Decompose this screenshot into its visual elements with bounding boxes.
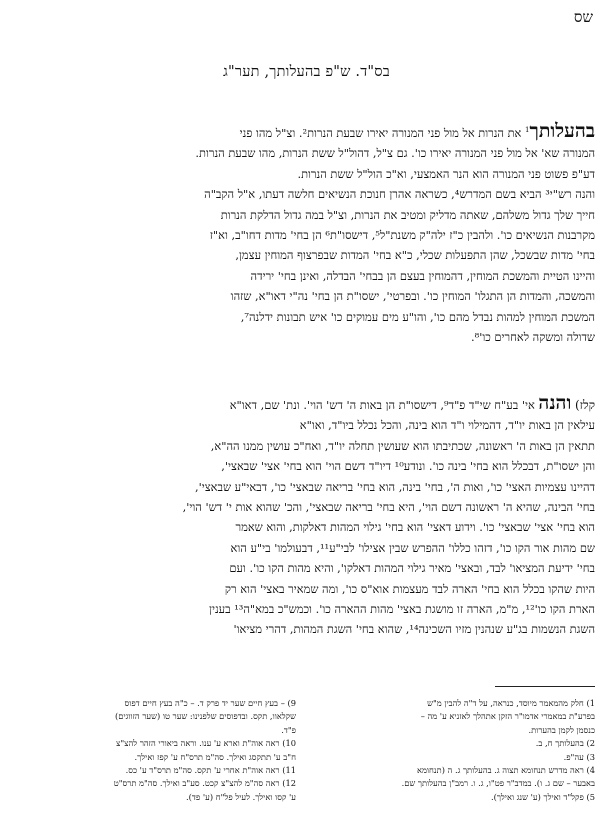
footnote-line: בפרע"ת במאמרי אדמו"ר הזקן אתהלך לאזניא ע' מה –	[420, 711, 595, 722]
paragraph-line: המנורה שא' אל מול פני המנורה יאירו כו'. גם צ"ל, דהול"ל ששת הנרות, מהו שבעת הנרות.	[195, 146, 595, 161]
footnote-ref: 1	[525, 126, 530, 135]
paragraph-line	[18, 393, 595, 415]
footnote-line: פ"ד.	[281, 724, 296, 735]
footnote-line: 9) – בעץ חיים שער יד פרק ד. – כ"ה בעץ חיים דפוס	[124, 698, 296, 708]
paragraph-2	[18, 393, 595, 640]
paragraph-line: והמשכה, והמדות הן התגלו' המוחין כו'. ובפרטי', ישסו"ת הן בחי' נה"י דאו"א, שזהו	[230, 289, 595, 304]
section-heading: בס"ד. ש"פ בהעלותך, תער"ג	[223, 64, 390, 80]
footnote-divider	[495, 686, 595, 687]
footnote-line: 2) בהעלותך ח, ב.	[535, 738, 595, 749]
footnote-line: 4) ראה מדרש תנחומא תצוה ג. בהעלותך ג. ה (תנחומא	[417, 765, 595, 776]
footnote-line: ע' קסו ואילך. לעיל פל"ח (ע' פד).	[186, 791, 296, 802]
footnote-line: 10) ראה אוה"ת וארא ע' ענו. וראה ביאורי הזהר להצ"צ	[116, 738, 296, 749]
paragraph-line: השגת הנשמות בג"ע שנהנין מזיו השכינה¹⁴, שהוא בחי' השגת המהות, דהרי מציאו'	[233, 622, 595, 637]
footnote-line: באבער – שם ג. ו). במדב"ר פט"ו, ג. ו. רמב"ן בהעלותך שם.	[401, 778, 595, 789]
footnote-line: כנסמן לקמן בהערות.	[528, 724, 595, 735]
paragraph-line: בחי' הבינה, שהיא ה' ראשונה דשם הוי', היא בחי' בריאה שבאצי', והכ' שהוא אות י' דש' הוי',	[182, 500, 595, 515]
paragraph-line: הוא בחי' אצי' שבאצי' כו'. וידוע דאצי' הוא בחי' גילוי המהות דאלקות, והוא שאמר	[235, 520, 595, 535]
paragraph-line: הארת הקו כו'¹², מ"מ, הארה זו מושגת באצי' מהות ההארה כו'. וכמש"כ במא"ה¹³ בענין	[209, 602, 595, 617]
paragraph-line: והן ישסו"ת, דבכלל הוא בחי' בינה כו'. ונודע¹⁰ דיו"ד דשם הוי' הוא בחי' אצי' שבאצי',	[221, 459, 595, 474]
footnotes-right-column	[317, 697, 595, 804]
line-text: אי' בע"ח שי"ד פ"ד⁹, דישסו"ת הן באות ה' דש' הוי'. ונת' שם, דאו"א	[229, 398, 535, 412]
paragraph-line: בחי' ידיעת המציאו' לבד, ובאצי' מאיר גילוי המהות דאלקו', והיא מהות הקו כו'. ועם	[229, 561, 595, 576]
paragraph-line: דהיינו עצמיות האצי' כו', ואות ה', בחי' בינה, הוא בחי' בריאה שבאצי' כו', דבאי"ע שבאצי',	[194, 479, 595, 494]
paragraph-line: שדולה ומשקה לאחרים כו'⁸.	[471, 330, 595, 345]
paragraph-line: תתאין הן באות ה' ראשונה, שכתיבתו הוא שעושין תחלה יו"ד, ואח"כ עושין ממנו הה"א,	[210, 438, 595, 453]
line-text: את הנרות אל מול פני המנורה יאירו שבעת הנרות². וצ"ל מהו פני	[239, 126, 522, 140]
paragraph-line: והנה רש"י³ הביא בשם המדרש⁴, כשראה אהרן חנוכת הנשיאים חלשה דעתו, א"ל הקב"ה	[204, 187, 595, 202]
footnotes-left-column	[18, 697, 296, 804]
paragraph-line: המשכת המוחין למהות נבדל מהם כו', והו"ע מים עמוקים כו' איש תבונות ידלנה⁷,	[240, 309, 595, 324]
paragraph-1	[18, 121, 595, 347]
lead-word: והנה	[538, 393, 572, 414]
page-number: שס	[573, 8, 593, 26]
paragraph-line: והיינו הטיית והמשכת המוחין, דהמוחין בעצם הן בבחי' הבדלה, ואינן בחי' ירידה	[250, 268, 595, 283]
footnote-line: שקלאוו, תקס. ובדפוסים שלפנינו: שער טו (שער הזווגים)	[115, 711, 296, 722]
paragraph-line: מקרבנות הנשיאים כו'. ולהבין כ"ז ילה"ק משנת"ל⁵, דישסו"ת⁶ הן בחי' מדות דחו"ב, וא"ז	[209, 228, 595, 243]
footnote-line: 3) עה"פ.	[563, 751, 595, 762]
paragraph-line: עילאין הן באות יו"ד, דהמילוי ו"ד הוא בינה, והכל נכלל ביו"ד, ואו"א	[299, 418, 595, 433]
footnote-line: 5) פקל"ד ואילך (ע' שנג ואילך).	[490, 791, 595, 802]
footnote-line: 12) ראה סה"מ להצ"צ קכט. סע"ב ואילך. סה"מ תרס"ט	[113, 778, 296, 789]
lead-word: בהעלותך	[529, 121, 595, 142]
paragraph-line: בחי' מדות שבשכל, שהן התפעלות שכלי, כ"א בחי' המדות שבפרצוף המוחין עצמן,	[235, 248, 595, 263]
footnote-line: 1) חלק מהמאמר מיוסד, כנראה, על ד"ה להבין מ"ש	[427, 698, 595, 708]
paragraph-line: שם מהות אור הקו כו', דזהו כללו' ההפרש שבין אצילו' לבי"ע¹¹, דבעולמו' בי"ע הוא	[230, 540, 595, 555]
paragraph-line: היות שהקו בכלל הוא בחי' הארה לבד מעצמות אוא"ס כו', ומה שמאיר באצי' הוא רק	[224, 581, 595, 596]
paragraph-line: חייך שלך גדול משלהם, שאתה מדליק ומטיב את הנרות, וצ"ל במה גדול הדלקת הנרות	[220, 207, 595, 222]
paragraph-line	[18, 121, 595, 143]
paragraph-line: דע"פ פשוט פני המנורה הוא הנר האמצעי, וא"כ הול"ל ששת הנרות.	[297, 166, 595, 181]
footnote-line: ח"ב ע' תתקסג ואילך. סה"מ תרס"ח ע' קפז ואילך.	[134, 751, 296, 762]
section-number: קלז)	[574, 398, 595, 412]
footnote-line: 11) ראה אוה"ת אחרי ע' תקס. סה"מ תרס"ד ע' כס.	[125, 765, 296, 776]
